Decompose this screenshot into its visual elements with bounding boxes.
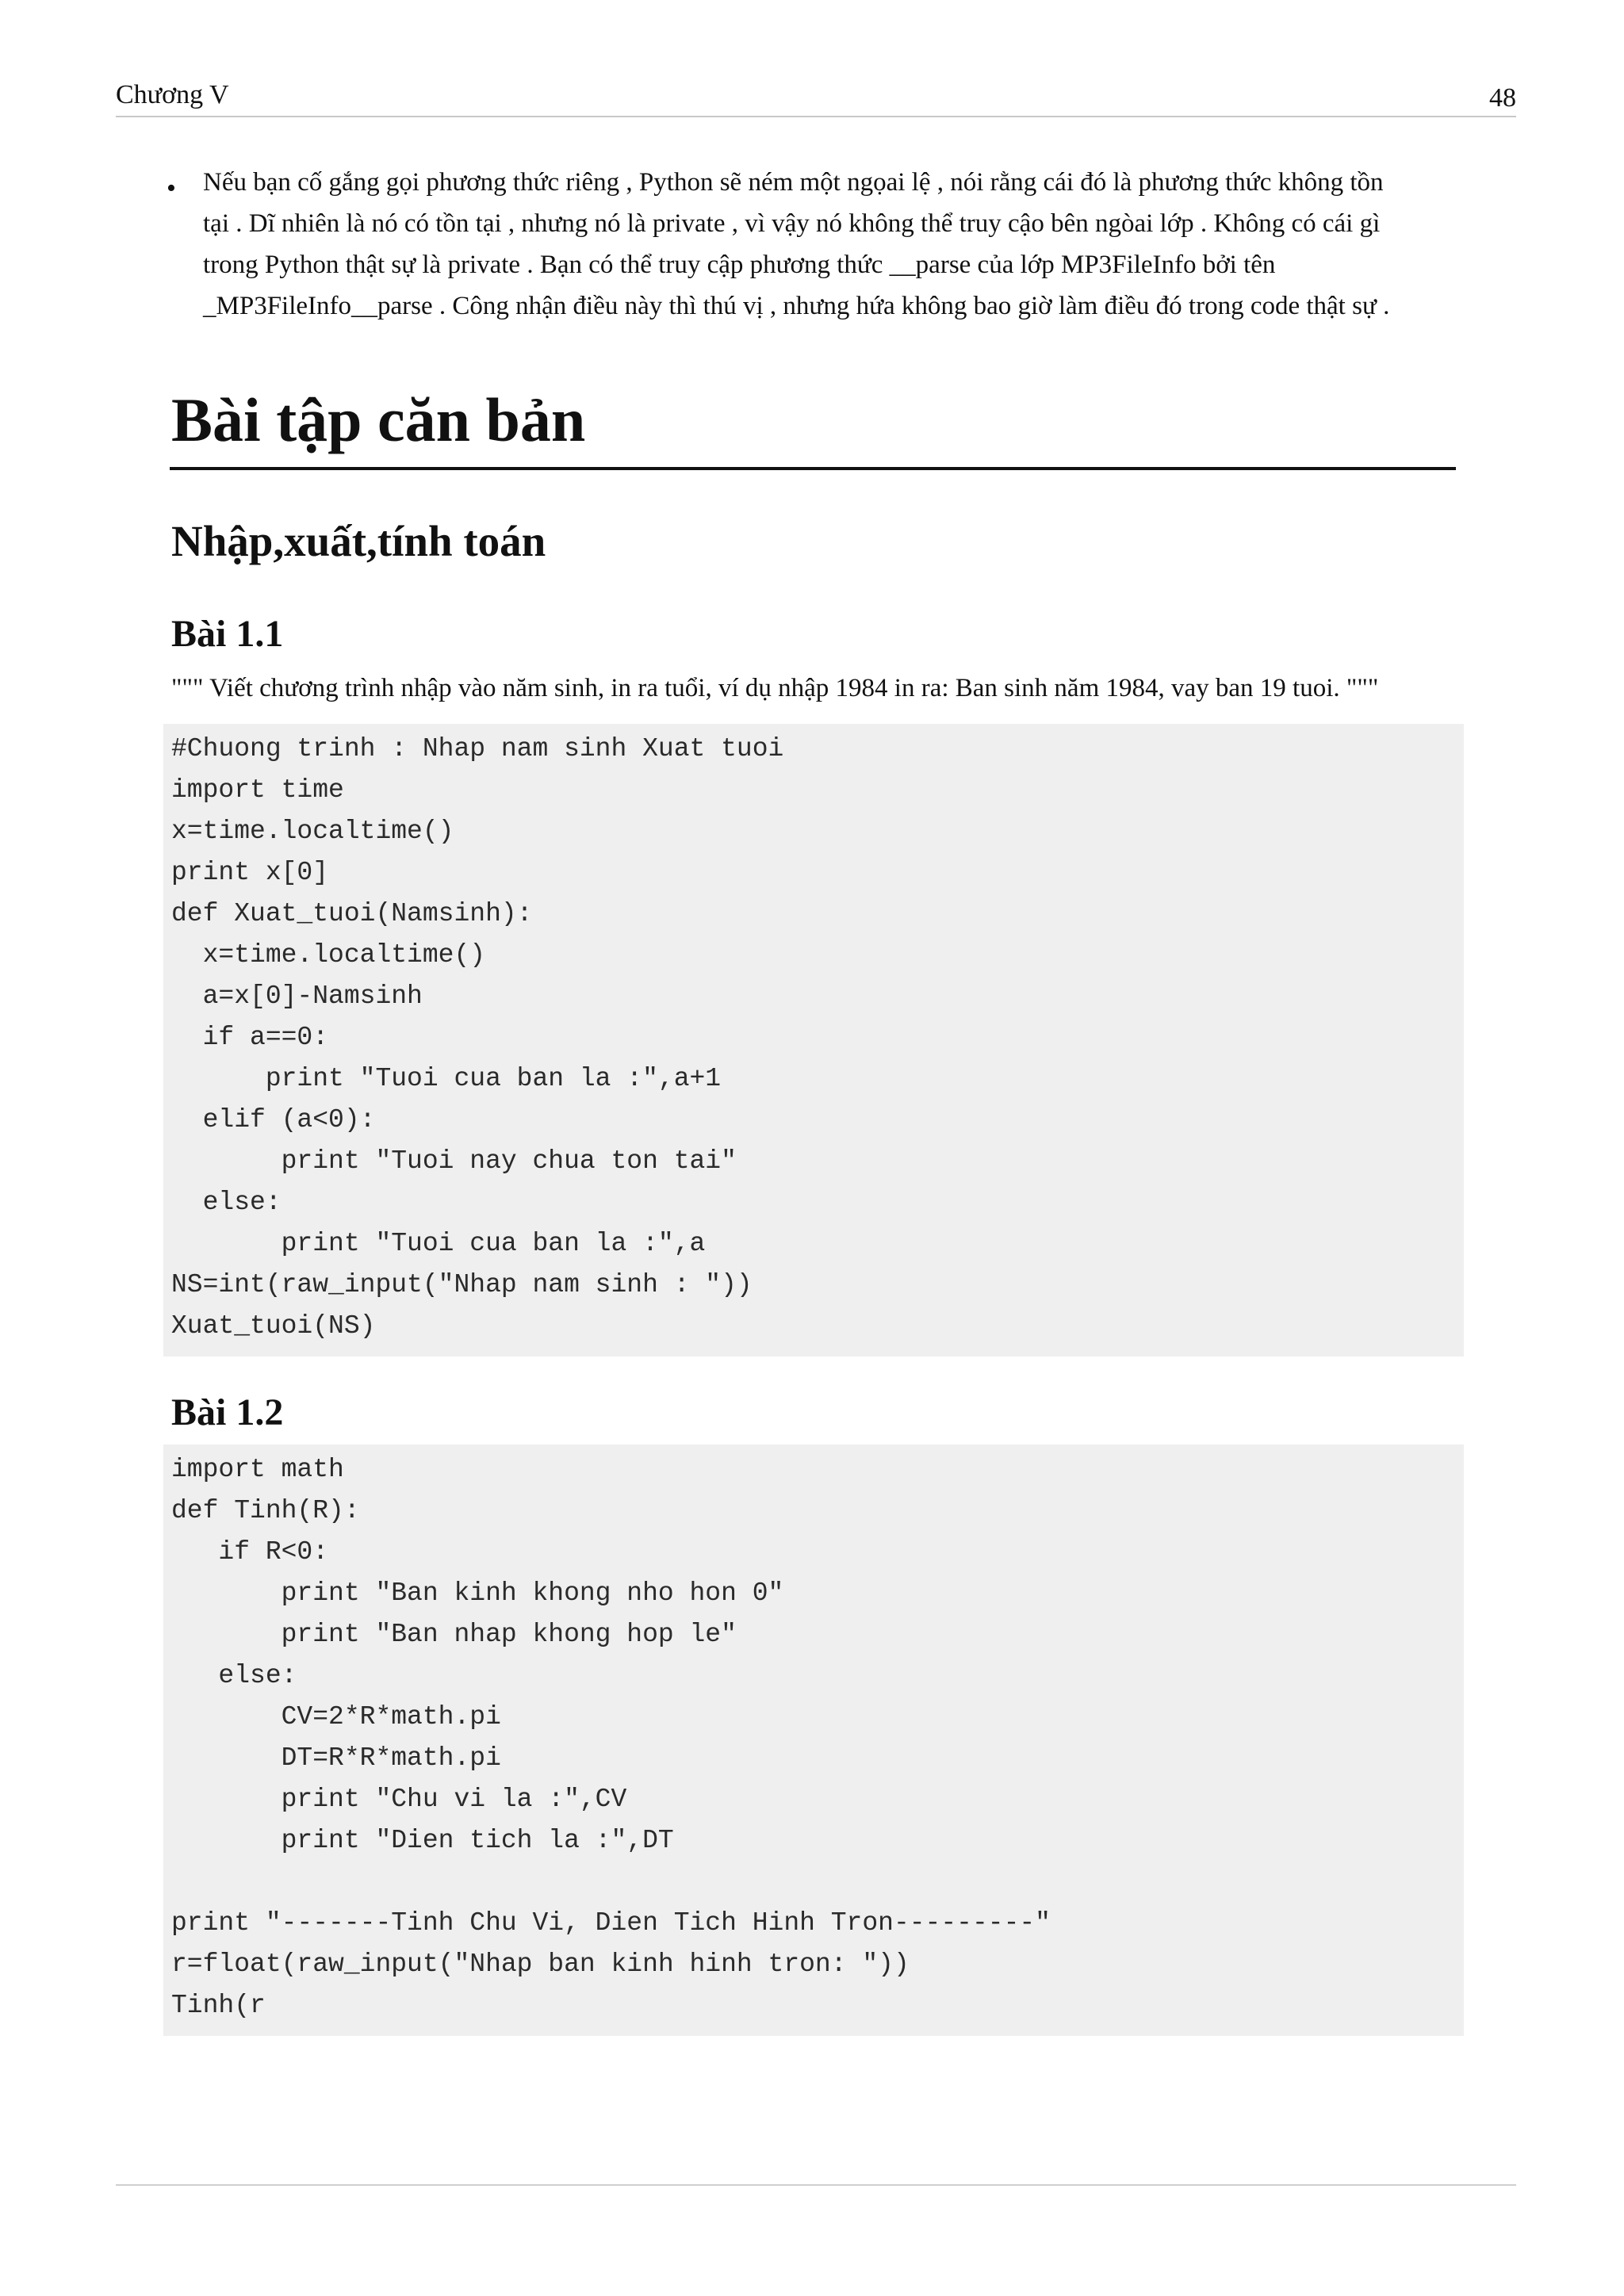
- page-footer-rule: [116, 2184, 1516, 2186]
- code-line: Tinh(r: [171, 1991, 266, 2020]
- code-line: if R<0:: [171, 1537, 329, 1567]
- code-line: r=float(raw_input("Nhap ban kinh hinh tron: ")): [171, 1950, 910, 1979]
- code-line: print "Ban kinh khong nho hon 0": [171, 1578, 784, 1608]
- section-subtitle: Nhập,xuất,tính toán: [171, 517, 546, 565]
- exercise-2-title: Bài 1.2: [171, 1391, 284, 1433]
- code-line: print x[0]: [171, 858, 329, 887]
- code-line: #Chuong trinh : Nhap nam sinh Xuat tuoi: [171, 734, 784, 763]
- code-line: def Xuat_tuoi(Namsinh):: [171, 899, 533, 928]
- code-line: print "Tuoi nay chua ton tai": [171, 1146, 737, 1176]
- code-line: print "Tuoi cua ban la :",a+1: [171, 1064, 722, 1093]
- exercise-2-code-block: [163, 1445, 1464, 2036]
- code-line: import time: [171, 775, 344, 805]
- code-line: print "Dien tich la :",DT: [171, 1826, 674, 1855]
- code-line: x=time.localtime(): [171, 817, 454, 846]
- bullet-text-line: _MP3FileInfo__parse . Công nhận điều này thì thú vị , nhưng hứa không bao giờ làm điều đó trong code thật sự .: [203, 292, 1390, 320]
- bullet-text-line: Nếu bạn cố gắng gọi phương thức riêng , Python sẽ ném một ngọai lệ , nói rằng cái đó là phương thức không tồn: [203, 168, 1384, 197]
- code-line: Xuat_tuoi(NS): [171, 1311, 376, 1341]
- bullet-marker: •: [167, 174, 176, 203]
- code-line: print "Ban nhap khong hop le": [171, 1620, 737, 1649]
- code-line: print "-------Tinh Chu Vi, Dien Tich Hinh Tron---------": [171, 1908, 1051, 1938]
- exercise-1-title: Bài 1.1: [171, 613, 284, 655]
- code-line: a=x[0]-Namsinh: [171, 982, 423, 1011]
- page-header: [116, 76, 1516, 117]
- code-line: print "Tuoi cua ban la :",a: [171, 1229, 706, 1258]
- section-title-rule: [170, 467, 1456, 470]
- code-line: print "Chu vi la :",CV: [171, 1785, 627, 1814]
- code-line: DT=R*R*math.pi: [171, 1743, 501, 1773]
- code-line: else:: [171, 1188, 282, 1217]
- code-line: elif (a<0):: [171, 1105, 376, 1135]
- section-title: Bài tập căn bản: [171, 385, 586, 454]
- code-line: CV=2*R*math.pi: [171, 1702, 501, 1732]
- code-line: else:: [171, 1661, 297, 1690]
- bullet-text-line: tại . Dĩ nhiên là nó có tồn tại , nhưng nó là private , vì vậy nó không thể truy cậo bên ngòai lớp . Không có cái gì: [203, 209, 1381, 238]
- code-line: NS=int(raw_input("Nhap nam sinh : ")): [171, 1270, 753, 1299]
- page-number: 48: [1489, 83, 1516, 113]
- code-line: if a==0:: [171, 1023, 329, 1052]
- chapter-title: Chương V: [116, 80, 229, 109]
- bullet-text-line: trong Python thật sự là private . Bạn có thể truy cập phương thức __parse của lớp MP3FileInfo bởi tên: [203, 251, 1276, 279]
- code-line: def Tinh(R):: [171, 1496, 360, 1525]
- code-line: x=time.localtime(): [171, 940, 486, 970]
- exercise-1-code-block: [163, 724, 1464, 1357]
- code-line: import math: [171, 1455, 344, 1484]
- exercise-1-description: """ Viết chương trình nhập vào năm sinh, in ra tuổi, ví dụ nhập 1984 in ra: Ban sinh năm 1984, vay ban 19 tuoi. """: [171, 674, 1379, 702]
